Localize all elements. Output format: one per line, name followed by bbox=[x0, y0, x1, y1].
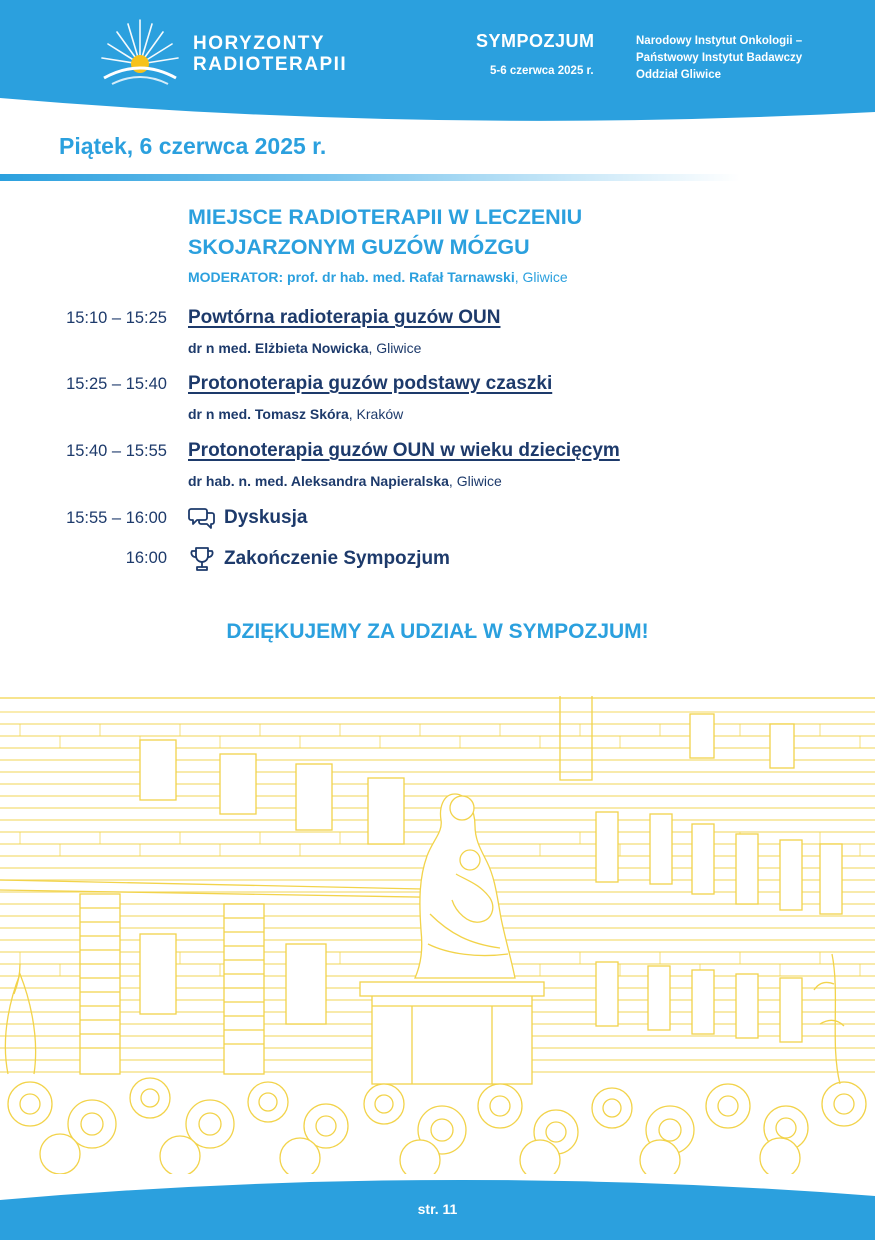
program-title-5: Zakończenie Sympozjum bbox=[224, 548, 450, 569]
program-time-1: 15:10 – 15:25 bbox=[66, 309, 167, 327]
moderator-city: , Gliwice bbox=[514, 269, 568, 285]
program-item-discussion bbox=[188, 505, 307, 531]
day-heading: Piątek, 6 czerwca 2025 r. bbox=[59, 133, 327, 159]
program-title-4: Dyskusja bbox=[224, 507, 308, 528]
speaker-name-3: dr hab. n. med. Aleksandra Napieralska bbox=[188, 473, 449, 489]
program-speaker-3 bbox=[188, 473, 502, 489]
institute-line-3: Oddział Gliwice bbox=[636, 69, 721, 81]
speaker-city-2: , Kraków bbox=[348, 406, 404, 422]
institute-name bbox=[636, 33, 802, 84]
institute-line-1: Narodowy Instytut Onkologii – bbox=[636, 35, 803, 47]
program-time-2: 15:25 – 15:40 bbox=[66, 375, 167, 393]
symposium-dates: 5-6 czerwca 2025 r. bbox=[490, 65, 594, 77]
program-title-1[interactable]: Powtórna radioterapia guzów OUN bbox=[188, 307, 501, 328]
building-line-art bbox=[0, 694, 875, 1174]
chat-bubbles-icon bbox=[188, 505, 216, 531]
session-moderator bbox=[188, 269, 568, 285]
brand-line-2: RADIOTERAPII bbox=[193, 54, 348, 75]
session-title-line-2: SKOJARZONYM GUZÓW MÓZGU bbox=[188, 235, 530, 259]
symposium-label: SYMPOZJUM bbox=[476, 31, 595, 51]
program-time-5: 16:00 bbox=[125, 549, 167, 567]
program-title-3[interactable]: Protonoterapia guzów OUN w wieku dziecięcym bbox=[188, 440, 620, 461]
brand-line-1: HORYZONTY bbox=[193, 33, 326, 54]
sun-horizon-icon bbox=[100, 18, 180, 86]
moderator-name: MODERATOR: prof. dr hab. med. Rafał Tarnawski bbox=[188, 269, 515, 285]
program-title-2[interactable]: Protonoterapia guzów podstawy czaszki bbox=[188, 373, 553, 394]
hospital-building-illustration bbox=[0, 694, 875, 1174]
page-number: str. 11 bbox=[417, 1201, 458, 1217]
session-title bbox=[188, 202, 582, 262]
speaker-name-2: dr n med. Tomasz Skóra bbox=[188, 406, 349, 422]
thanks-message: DZIĘKUJEMY ZA UDZIAŁ W SYMPOZJUM! bbox=[226, 620, 649, 643]
program-time-4: 15:55 – 16:00 bbox=[66, 509, 167, 527]
program-speaker-1 bbox=[188, 340, 421, 356]
program-speaker-2 bbox=[188, 406, 403, 422]
institute-line-2: Państwowy Instytut Badawczy bbox=[636, 52, 803, 64]
trophy-icon bbox=[188, 545, 216, 573]
session-title-line-1: MIEJSCE RADIOTERAPII W LECZENIU bbox=[188, 205, 583, 229]
brand-name bbox=[193, 33, 347, 75]
speaker-city-1: , Gliwice bbox=[368, 340, 422, 356]
program-item-closing bbox=[188, 545, 450, 573]
header-band bbox=[0, 0, 875, 125]
speaker-name-1: dr n med. Elżbieta Nowicka bbox=[188, 340, 369, 356]
day-heading-rule bbox=[0, 174, 740, 181]
program-time-3: 15:40 – 15:55 bbox=[66, 442, 167, 460]
speaker-city-3: , Gliwice bbox=[448, 473, 502, 489]
